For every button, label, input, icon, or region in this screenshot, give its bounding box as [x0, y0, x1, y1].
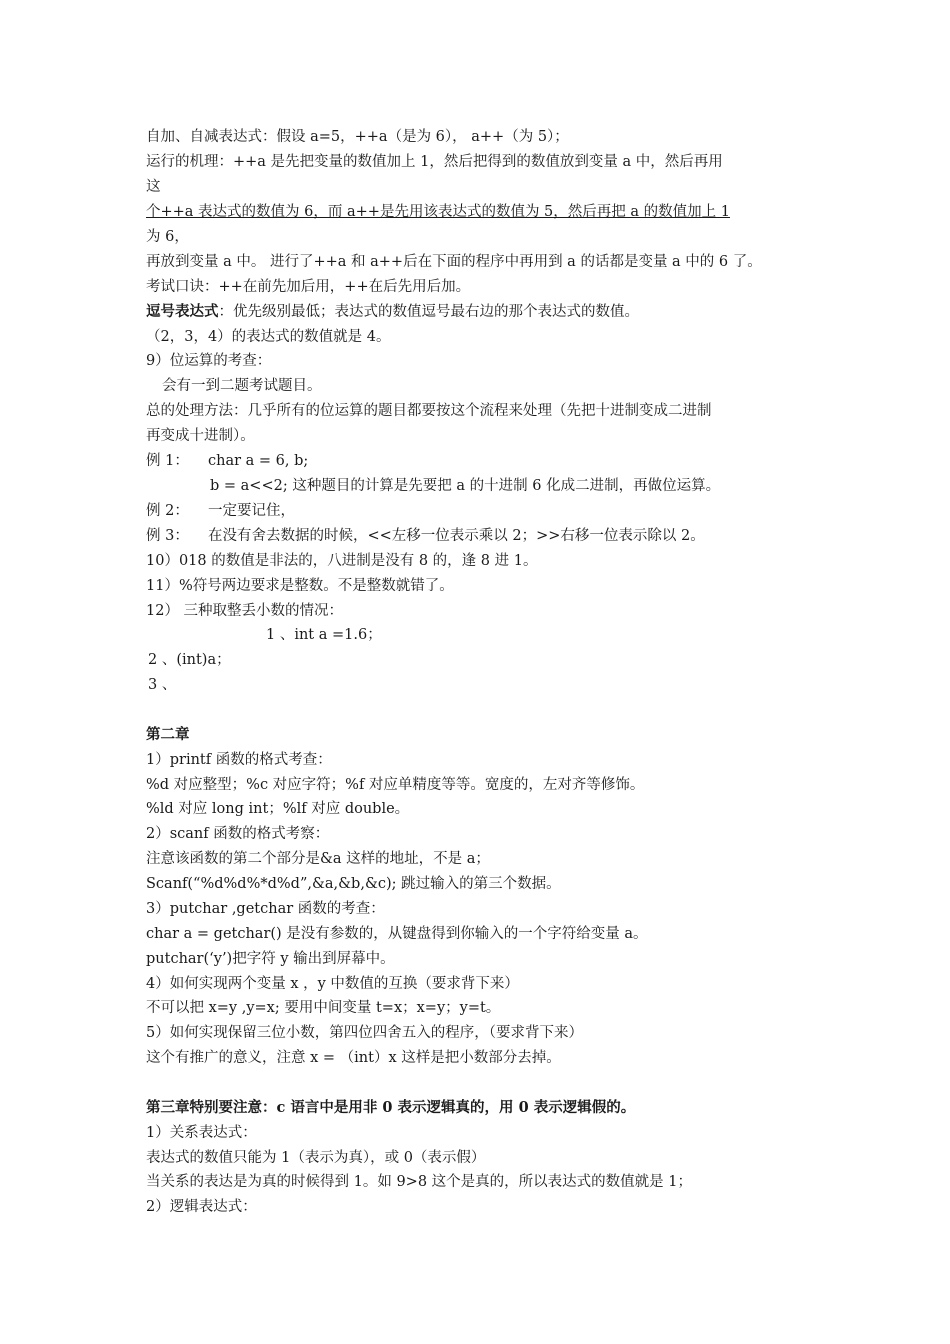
text-line: 1）关系表达式： [146, 1125, 257, 1141]
text-line: 3）putchar ,getchar 函数的考查： [146, 901, 385, 917]
text-line: 一定要记住， [208, 503, 295, 519]
text-line: 总的处理方法：几乎所有的位运算的题目都要按这个流程来处理（先把十进制变成二进制 [146, 403, 712, 419]
chapter-heading: 第三章特别要注意：c 语言中是用非 0 表示逻辑真的，用 0 表示逻辑假的。 [146, 1099, 636, 1116]
text-line: 考试口诀：++在前先加后用，++在后先用后加。 [146, 279, 471, 295]
text-line: （2，3，4）的表达式的数值就是 4。 [146, 329, 391, 345]
text-line: 再变成十进制）。 [146, 428, 255, 444]
text-line: 自加、自减表达式：假设 a=5，++a（是为 6）， a++（为 5）； [146, 129, 569, 145]
text-line: 表达式的数值只能为 1（表示为真），或 0（表示假） [146, 1150, 486, 1166]
text-line: 这个有推广的意义，注意 x = （int）x 这样是把小数部分去掉。 [146, 1050, 561, 1066]
text-line: 2）scanf 函数的格式考察： [146, 826, 330, 842]
text-line: 10）018 的数值是非法的，八进制是没有 8 的，逢 8 进 1。 [146, 553, 538, 569]
text-line: %d 对应整型；%c 对应字符；%f 对应单精度等等。宽度的，左对齐等修饰。 [146, 777, 645, 793]
example-label: 例 2： [146, 503, 189, 519]
text-line: 1）printf 函数的格式考查： [146, 752, 332, 768]
text-line: 为 6， [146, 229, 189, 245]
code-text: b = a<<2; 这种题目的计算是先要把 a 的十进制 6 化成二进制，再做位运算。 [210, 478, 721, 494]
text-line: 会有一到二题考试题目。 [162, 378, 322, 394]
code-text: char a = getchar() 是没有参数的，从键盘得到你输入的一个字符给变量 a。 [146, 926, 648, 942]
text-line: 不可以把 x=y ,y=x; 要用中间变量 t=x；x=y；y=t。 [146, 1000, 501, 1016]
chapter-heading: 第二章 [146, 726, 190, 743]
code-text: 2 、(int)a； [148, 652, 231, 668]
example-label: 例 1： [146, 453, 189, 469]
text-line: 11）%符号两边要求是整数。不是整数就错了。 [146, 578, 454, 594]
comma-expression-text: ：优先级别最低；表达式的数值逗号最右边的那个表达式的数值。 [218, 304, 639, 320]
code-text: putchar(‘y’)把字符 y 输出到屏幕中。 [146, 951, 395, 967]
text-line: 注意该函数的第二个部分是&a 这样的地址，不是 a； [146, 851, 490, 867]
text-line: 4）如何实现两个变量 x ，y 中数值的互换（要求背下来） [146, 976, 519, 992]
text-line: 5）如何实现保留三位小数，第四位四舍五入的程序，（要求背下来） [146, 1025, 583, 1041]
code-text: Scanf(“%d%d%*d%d”,&a,&b,&c); 跳过输入的第三个数据。 [146, 876, 561, 892]
text-line: 运行的机理：++a 是先把变量的数值加上 1，然后把得到的数值放到变量 a 中，然后再用 [146, 154, 723, 170]
text-line: 这 [146, 179, 161, 195]
text-line: 2）逻辑表达式： [146, 1199, 257, 1215]
text-line: 再放到变量 a 中。 进行了++a 和 a++后在下面的程序中再用到 a 的话都是变量 a 中的 6 了。 [146, 254, 762, 270]
text-line: 12） 三种取整丢小数的情况： [146, 603, 344, 619]
comma-expression-line [146, 302, 639, 322]
text-line: 个++a 表达式的数值为 6，而 a++是先用该表达式的数值为 5，然后再把 a 的数值加上 1 [146, 204, 730, 220]
code-text: 1 、int a =1.6； [266, 627, 382, 643]
text-line: %ld 对应 long int；%lf 对应 double。 [146, 801, 410, 817]
text-line: 在没有舍去数据的时候，<<左移一位表示乘以 2；>>右移一位表示除以 2。 [208, 528, 705, 544]
comma-expression-heading: 逗号表达式 [146, 303, 219, 320]
code-text: char a = 6, b; [208, 453, 309, 469]
text-line: 9）位运算的考查： [146, 353, 272, 369]
example-label: 例 3： [146, 528, 189, 544]
text-line: 当关系的表达是为真的时候得到 1。如 9>8 这个是真的，所以表达式的数值就是 1； [146, 1174, 692, 1190]
text-line: 3 、 [148, 677, 177, 693]
